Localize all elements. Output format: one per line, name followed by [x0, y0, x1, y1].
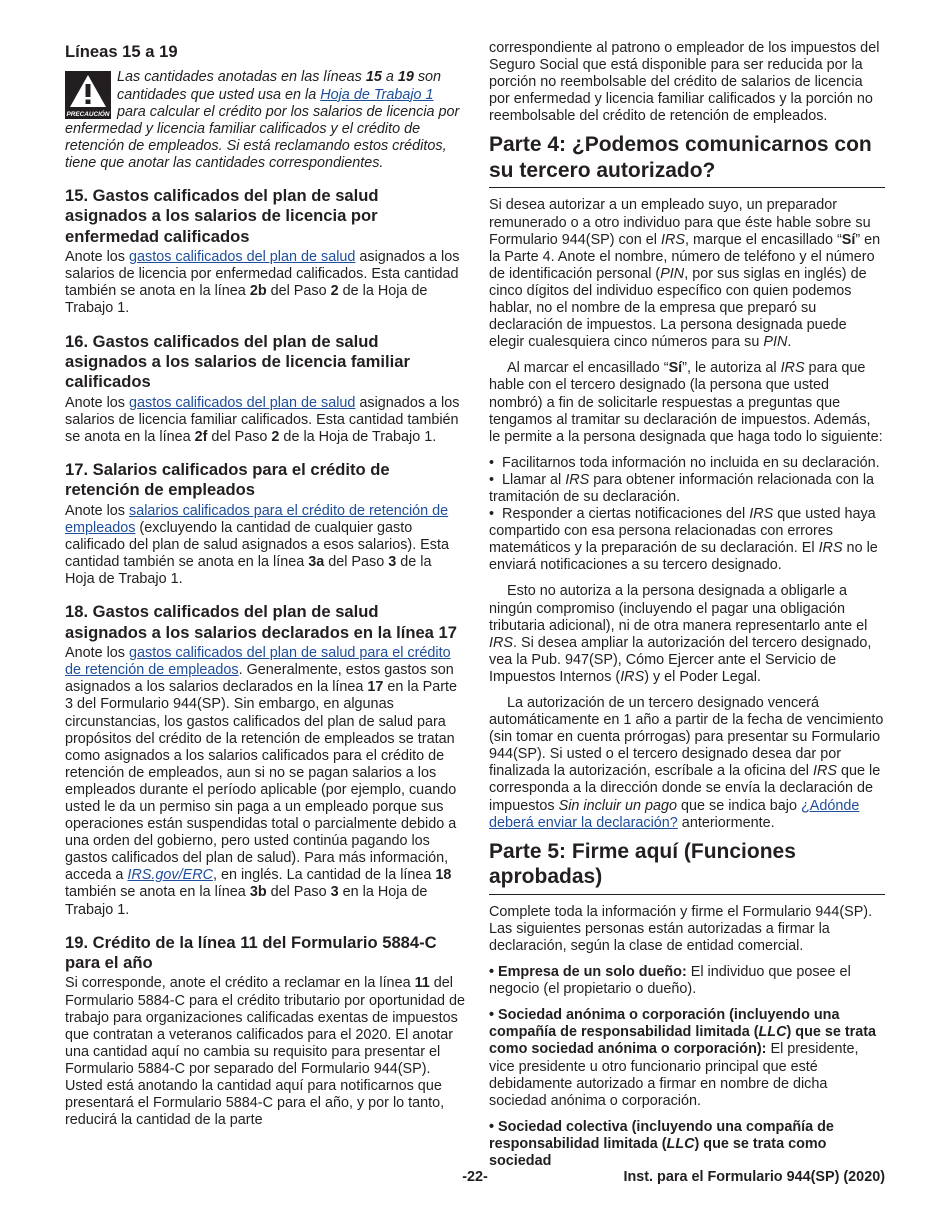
- line-19-heading: 19. Crédito de la línea 11 del Formulario 5884-C para el año: [65, 932, 437, 973]
- list-item: • Facilitarnos toda información no incluida en su declaración.: [489, 455, 885, 472]
- section-heading-lines-15-19: Líneas 15 a 19: [65, 42, 178, 61]
- caution-icon-label: PRECAUCIÓN: [66, 111, 110, 119]
- part-4-heading: Parte 4: ¿Podemos comunicarnos con su tercero autorizado?: [489, 132, 885, 188]
- list-item: • Llamar al IRS para obtener información relacionada con la tramitación de su declaración.: [489, 472, 885, 506]
- right-column: [489, 40, 885, 1170]
- health-plan-expenses-link[interactable]: gastos calificados del plan de salud: [129, 249, 356, 266]
- part-4-para-3: Esto no autoriza a la persona designada a obligarle a ningún compromiso (incluyendo el pagar una obligación tributaria adicional), ni de otra manera representarlo ante el IRS. Si desea ampliar la autorización del tercero designado, vea la Pub. 947(SP), Cómo Ejercer ante el Servicio de Impuestos Internos (IRS) y el Poder Legal.: [489, 583, 872, 685]
- left-column: [65, 40, 465, 1129]
- designee-permissions-list: [489, 455, 885, 575]
- health-plan-retention-link[interactable]: gastos calificados del plan de salud para el crédito de retención de empleados: [65, 645, 451, 679]
- entity-corporation: • Sociedad anónima o corporación (incluyendo una compañía de responsabilidad limitada (LLC) que se trata como sociedad anónima o corporación): El presidente, vice presidente u otro funcionario principal que esté debidamente autorizado a firmar en nombre de dicha sociedad anónima o corporación.: [489, 1007, 877, 1109]
- entity-sole-proprietorship: • Empresa de un solo dueño: El individuo que posee el negocio (el propietario o dueño).: [489, 964, 851, 998]
- irs-erc-link[interactable]: IRS.gov/ERC: [127, 867, 213, 884]
- list-item: • Responder a ciertas notificaciones del IRS que usted haya compartido con esa persona relacionadas con errores matemáticos y la preparación de su declaración. El IRS no le enviará notificaciones a su tercero designado.: [489, 506, 885, 574]
- line-19-text: Si corresponde, anote el crédito a reclamar en la línea 11 del Formulario 5884-C para el crédito tributario por oportunidad de trabajo para organizaciones calificadas exentas de impuestos que contratan a veteranos calificados para el 2020. El anotar una cantidad aquí no cambia su requisito para presentar el Formulario 5884-C por separado del Formulario 944(SP). Usted está anotando la cantidad aquí para notificarnos que presentará el Formulario 5884-C para el año, y por lo tanto, reducirá la cantidad de la parte: [65, 975, 465, 1129]
- qualified-wages-link[interactable]: salarios calificados para el crédito de retención de empleados: [65, 502, 449, 536]
- where-to-file-link[interactable]: ¿Adónde deberá enviar la declaración?: [489, 797, 860, 831]
- part-5-intro: Complete toda la información y firme el Formulario 944(SP). Las siguientes personas están autorizadas a firmar la declaración, según la clase de entidad comercial.: [489, 903, 873, 954]
- worksheet-1-link[interactable]: Hoja de Trabajo 1: [320, 86, 434, 103]
- page-number: -22-: [462, 1169, 488, 1185]
- line-15-heading: 15. Gastos calificados del plan de salud asignados a los salarios de licencia por enfermedad calificados: [65, 185, 379, 246]
- line-18-text: Anote los gastos calificados del plan de salud para el crédito de retención de empleados. Generalmente, estos gastos son asignados a los salarios declarados en la línea 17 en la Parte 3 del Formulario 944(SP). Sin embargo, en algunas circunstancias, los gastos calificados del plan de salud para propósitos del crédito de la retención de empleados se tratan como asignados a los salarios calificados para el crédito de retención de empleados, aun si no se pagan salarios a los empleados durante el período aplicable (por ejemplo, cuando usted le da un permiso sin paga a un empleado porque sus operaciones están suspendidas total o parcialmente debido a una orden del gobierno, pero usted continúa pagando los gastos calificados del plan de salud). Para más información, acceda a IRS.gov/ERC, en inglés. La cantidad de la línea 18 también se anota en la línea 3b del Paso 3 en la Hoja de Trabajo 1.: [65, 645, 458, 918]
- caution-note: PRECAUCIÓN Las cantidades anotadas en las líneas 15 a 19 son cantidades que usted usa en la Hoja de Trabajo 1 para calcular el crédito por los salarios de licencia por enfermedad y licencia familiar calificados y el crédito de retención de empleados. Si está reclamando estos créditos, tiene que anotar las cantidades correspondientes.: [65, 69, 460, 171]
- part-4-para-2: Al marcar el encasillado “Sí”, le autoriza al IRS para que hable con el tercero designado (la persona que usted nombró) a fin de solicitarle respuestas a preguntas que tengamos al tramitar su declaración de impuestos. Además, le permite a la persona designada que haga todo lo siguiente:: [489, 360, 883, 445]
- line-18-heading: 18. Gastos calificados del plan de salud asignados a los salarios declarados en la línea 17: [65, 602, 457, 642]
- part-4-para-1: Si desea autorizar a un empleado suyo, un preparador remunerado o a otro individuo para que éste hable sobre su Formulario 944(SP) con el IRS, marque el encasillado “Sí” en la Parte 4. Anote el nombre, número de teléfono y el número de identificación personal (PIN, por sus siglas en inglés) de cinco dígitos del individuo específico con quien podemos hablar, no el nombre de la empresa que preparó su declaración de impuestos. La persona designada puede elegir cualesquiera cinco números para su PIN.: [489, 197, 881, 351]
- line-16-text: Anote los gastos calificados del plan de salud asignados a los salarios de licencia familiar calificados. Esta cantidad también se anota en la línea 2f del Paso 2 de la Hoja de Trabajo 1.: [65, 394, 460, 445]
- line-17-heading: 17. Salarios calificados para el crédito de retención de empleados: [65, 460, 390, 500]
- continued-text: correspondiente al patrono o empleador de los impuestos del Seguro Social que está disponible para ser reducida por la porción no reembolsable del crédito de salarios de licencia por enfermedad y licencia familiar calificados y la porción no reembolsable del crédito de retención de empleados.: [489, 40, 880, 125]
- document-title-footer: Inst. para el Formulario 944(SP) (2020): [623, 1169, 885, 1185]
- part-4-para-4: La autorización de un tercero designado vencerá automáticamente en 1 año a partir de la fecha de vencimiento (sin tomar en cuenta prórrogas) para presentar su Formulario 944(SP). Si usted o el tercero designado desea dar por finalizada la autorización, escríbale a la oficina del IRS que le corresponda a la dirección donde se envía la declaración de impuestos Sin incluir un pago que se indica bajo ¿Adónde deberá enviar la declaración? anteriormente.: [489, 695, 884, 831]
- line-17-text: Anote los salarios calificados para el crédito de retención de empleados (excluyendo la cantidad de cualquier gasto calificado del plan de salud asignados a esos salarios). Esta cantidad también se anota en la línea 3a del Paso 3 de la Hoja de Trabajo 1.: [65, 502, 449, 588]
- health-plan-expenses-link[interactable]: gastos calificados del plan de salud: [129, 394, 356, 411]
- line-16-heading: 16. Gastos calificados del plan de salud asignados a los salarios de licencia familiar calificados: [65, 331, 410, 392]
- part-5-heading: Parte 5: Firme aquí (Funciones aprobadas): [489, 839, 885, 895]
- caution-icon: [65, 71, 111, 119]
- entity-partnership: • Sociedad colectiva (incluyendo una compañía de responsabilidad limitada (LLC) que se trata como sociedad: [489, 1118, 834, 1169]
- line-15-text: Anote los gastos calificados del plan de salud asignados a los salarios de licencia por enfermedad calificados. Esta cantidad también se anota en la línea 2b del Paso 2 de la Hoja de Trabajo 1.: [65, 249, 460, 317]
